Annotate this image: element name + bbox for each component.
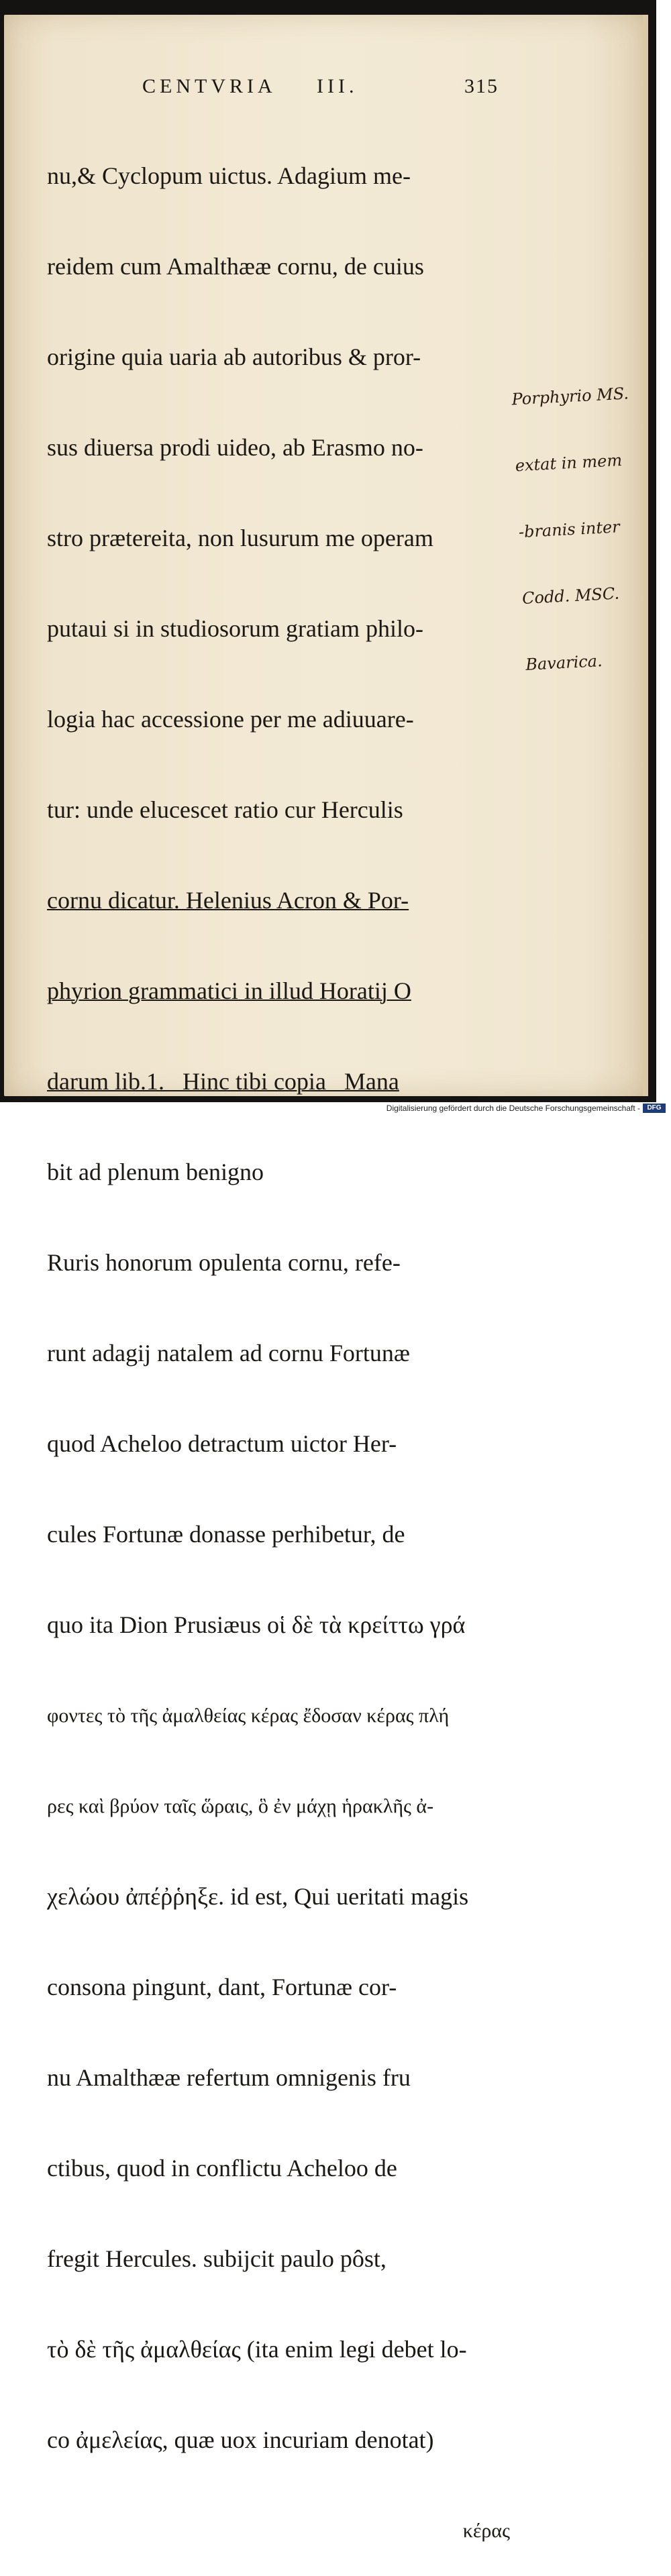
- running-head: [142, 75, 518, 102]
- text-line: origine quia uaria ab autoribus & pror-: [47, 343, 421, 370]
- text-line: quod Acheloo detractum uictor Her-: [47, 1430, 397, 1457]
- text-line: co ἀμελείας, quæ uox incuriam denotat): [47, 2426, 434, 2453]
- text-line: τὸ δὲ τῆς ἀμαλθείας (ita enim legi debet lo-: [47, 2336, 467, 2363]
- text-line: consona pingunt, dant, Fortunæ cor-: [47, 1974, 397, 2000]
- text-line: putaui si in studiosorum gratiam philo-: [47, 615, 423, 642]
- text-line: nu,& Cyclopum uictus. Adagium me-: [47, 162, 411, 189]
- text-line: fregit Hercules. subijcit paulo pôst,: [47, 2245, 386, 2272]
- dfg-logo: DFG: [643, 1104, 666, 1113]
- text-line: ctibus, quod in conflictu Acheloo de: [47, 2155, 397, 2182]
- funding-credit: Digitalisierung gefördert durch die Deutsche Forschungsgemeinschaft -: [386, 1104, 640, 1113]
- folio-number: 315: [464, 75, 499, 97]
- text-line: tur: unde elucescet ratio cur Herculis: [47, 796, 403, 823]
- text-line: nu Amalthææ refertum omnigenis fru: [47, 2064, 411, 2091]
- note-line: Bavarica.: [525, 651, 603, 674]
- note-line: Codd. MSC.: [521, 584, 620, 608]
- text-line: sus diuersa prodi uideo, ab Erasmo no-: [47, 434, 423, 461]
- text-line-underlined: darum lib.1. Hinc tibi copia Mana: [47, 1068, 399, 1095]
- century-number: III.: [317, 75, 358, 97]
- text-line: reidem cum Amalthææ cornu, de cuius: [47, 253, 424, 280]
- footer-bar: [0, 1102, 671, 1116]
- text-line: Ruris honorum opulenta cornu, refe-: [47, 1249, 401, 1276]
- catchword: κέρας: [462, 2520, 510, 2542]
- text-line: χελώου ἀπέῤῥηξε. id est, Qui ueritati magis: [47, 1883, 469, 1910]
- running-title: CENTVRIA: [142, 75, 276, 97]
- text-line: quo ita Dion Prusiæus οἱ δὲ τὰ κρείττω γρά: [47, 1611, 466, 1638]
- text-line: cules Fortunæ donasse perhibetur, de: [47, 1521, 405, 1548]
- greek-text-line: φοντες τὸ τῆς ἀμαλθείας κέρας ἔδοσαν κέρας πλή: [47, 1705, 450, 1727]
- greek-text-line: ρες καὶ βρύον ταῖς ὥραις, ὃ ἐν μάχῃ ἡρακλῆς ἀ-: [47, 1795, 434, 1817]
- note-line: Porphyrio MS.: [511, 384, 629, 409]
- text-line: logia hac accessione per me adiuuare-: [47, 706, 414, 733]
- body-text: [47, 101, 517, 2576]
- handwritten-marginal-note: [509, 337, 661, 698]
- text-line: runt adagij natalem ad cornu Fortunæ: [47, 1340, 410, 1366]
- note-line: extat in mem: [515, 451, 623, 476]
- text-line-underlined: cornu dicatur. Helenius Acron & Por-: [47, 887, 409, 914]
- note-line: -branis inter: [518, 517, 621, 542]
- text-line: stro prætereita, non lusurum me operam: [47, 525, 433, 551]
- text-line-underlined: phyrion grammatici in illud Horatij O: [47, 977, 411, 1004]
- text-line: bit ad plenum benigno: [47, 1159, 264, 1185]
